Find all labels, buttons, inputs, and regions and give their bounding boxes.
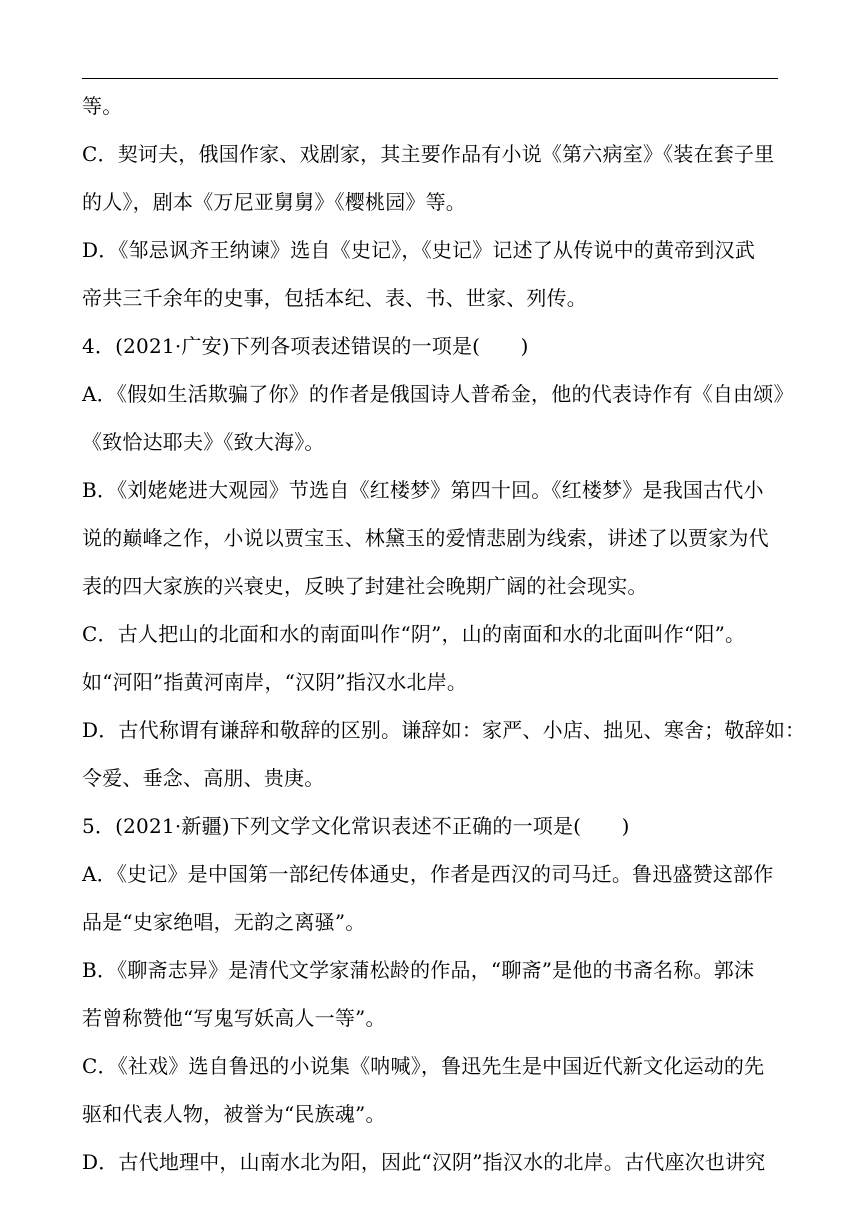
document-body xyxy=(82,82,806,1186)
text-line: 驱和代表人物，被誉为“民族魂”。 xyxy=(82,1102,386,1126)
text-line: 等。 xyxy=(82,94,123,118)
text-line: 帝共三千余年的史事，包括本纪、表、书、世家、列传。 xyxy=(82,286,587,310)
text-line: 令爱、垂念、高朋、贵庚。 xyxy=(82,766,325,790)
text-line: 若曾称赞他“写鬼写妖高人一等”。 xyxy=(82,1006,386,1030)
question-4-stem: 4．(2021·广安)下列各项表述错误的一项是( ) xyxy=(82,334,529,358)
text-line: D．《邹忌讽齐王纳谏》选自《史记》，《史记》记述了从传说中的黄帝到汉武 xyxy=(82,238,756,262)
text-line: 如“河阳”指黄河南岸，“汉阴”指汉水北岸。 xyxy=(82,670,468,694)
text-line: 说的巅峰之作，小说以贾宝玉、林黛玉的爱情悲剧为线索，讲述了以贾家为代 xyxy=(82,526,769,550)
text-line: A．《假如生活欺骗了你》的作者是俄国诗人普希金，他的代表诗作有《自由颂》 xyxy=(82,382,794,406)
text-line: C．《社戏》选自鲁迅的小说集《呐喊》，鲁迅先生是中国近代新文化运动的先 xyxy=(82,1054,765,1078)
text-line: 《致恰达耶夫》《致大海》。 xyxy=(82,430,325,454)
header-rule xyxy=(82,78,778,79)
text-line: 品是“史家绝唱，无韵之离骚”。 xyxy=(82,910,366,934)
text-line: C．古人把山的北面和水的南面叫作“阴”，山的南面和水的北面叫作“阳”。 xyxy=(82,622,746,646)
text-line: D．古代地理中，山南水北为阳，因此“汉阴”指汉水的北岸。古代座次也讲究 xyxy=(82,1150,766,1174)
text-line: A．《史记》是中国第一部纪传体通史，作者是西汉的司马迁。鲁迅盛赞这部作 xyxy=(82,862,774,886)
text-line: D．古代称谓有谦辞和敬辞的区别。谦辞如：家严、小店、拙见、寒舍；敬辞如： xyxy=(82,718,806,742)
text-line: B．《刘姥姥进大观园》节选自《红楼梦》第四十回。《红楼梦》是我国古代小 xyxy=(82,478,764,502)
text-line: B．《聊斋志异》是清代文学家蒲松龄的作品，“聊斋”是他的书斋名称。郭沫 xyxy=(82,958,755,982)
text-line: 表的四大家族的兴衰史，反映了封建社会晚期广阔的社会现实。 xyxy=(82,574,648,598)
question-5-stem: 5．(2021·新疆)下列文学文化常识表述不正确的一项是( ) xyxy=(82,814,630,838)
text-line: C．契诃夫，俄国作家、戏剧家，其主要作品有小说《第六病室》《装在套子里 xyxy=(82,142,775,166)
text-line: 的人》，剧本《万尼亚舅舅》《樱桃园》等。 xyxy=(82,190,466,214)
